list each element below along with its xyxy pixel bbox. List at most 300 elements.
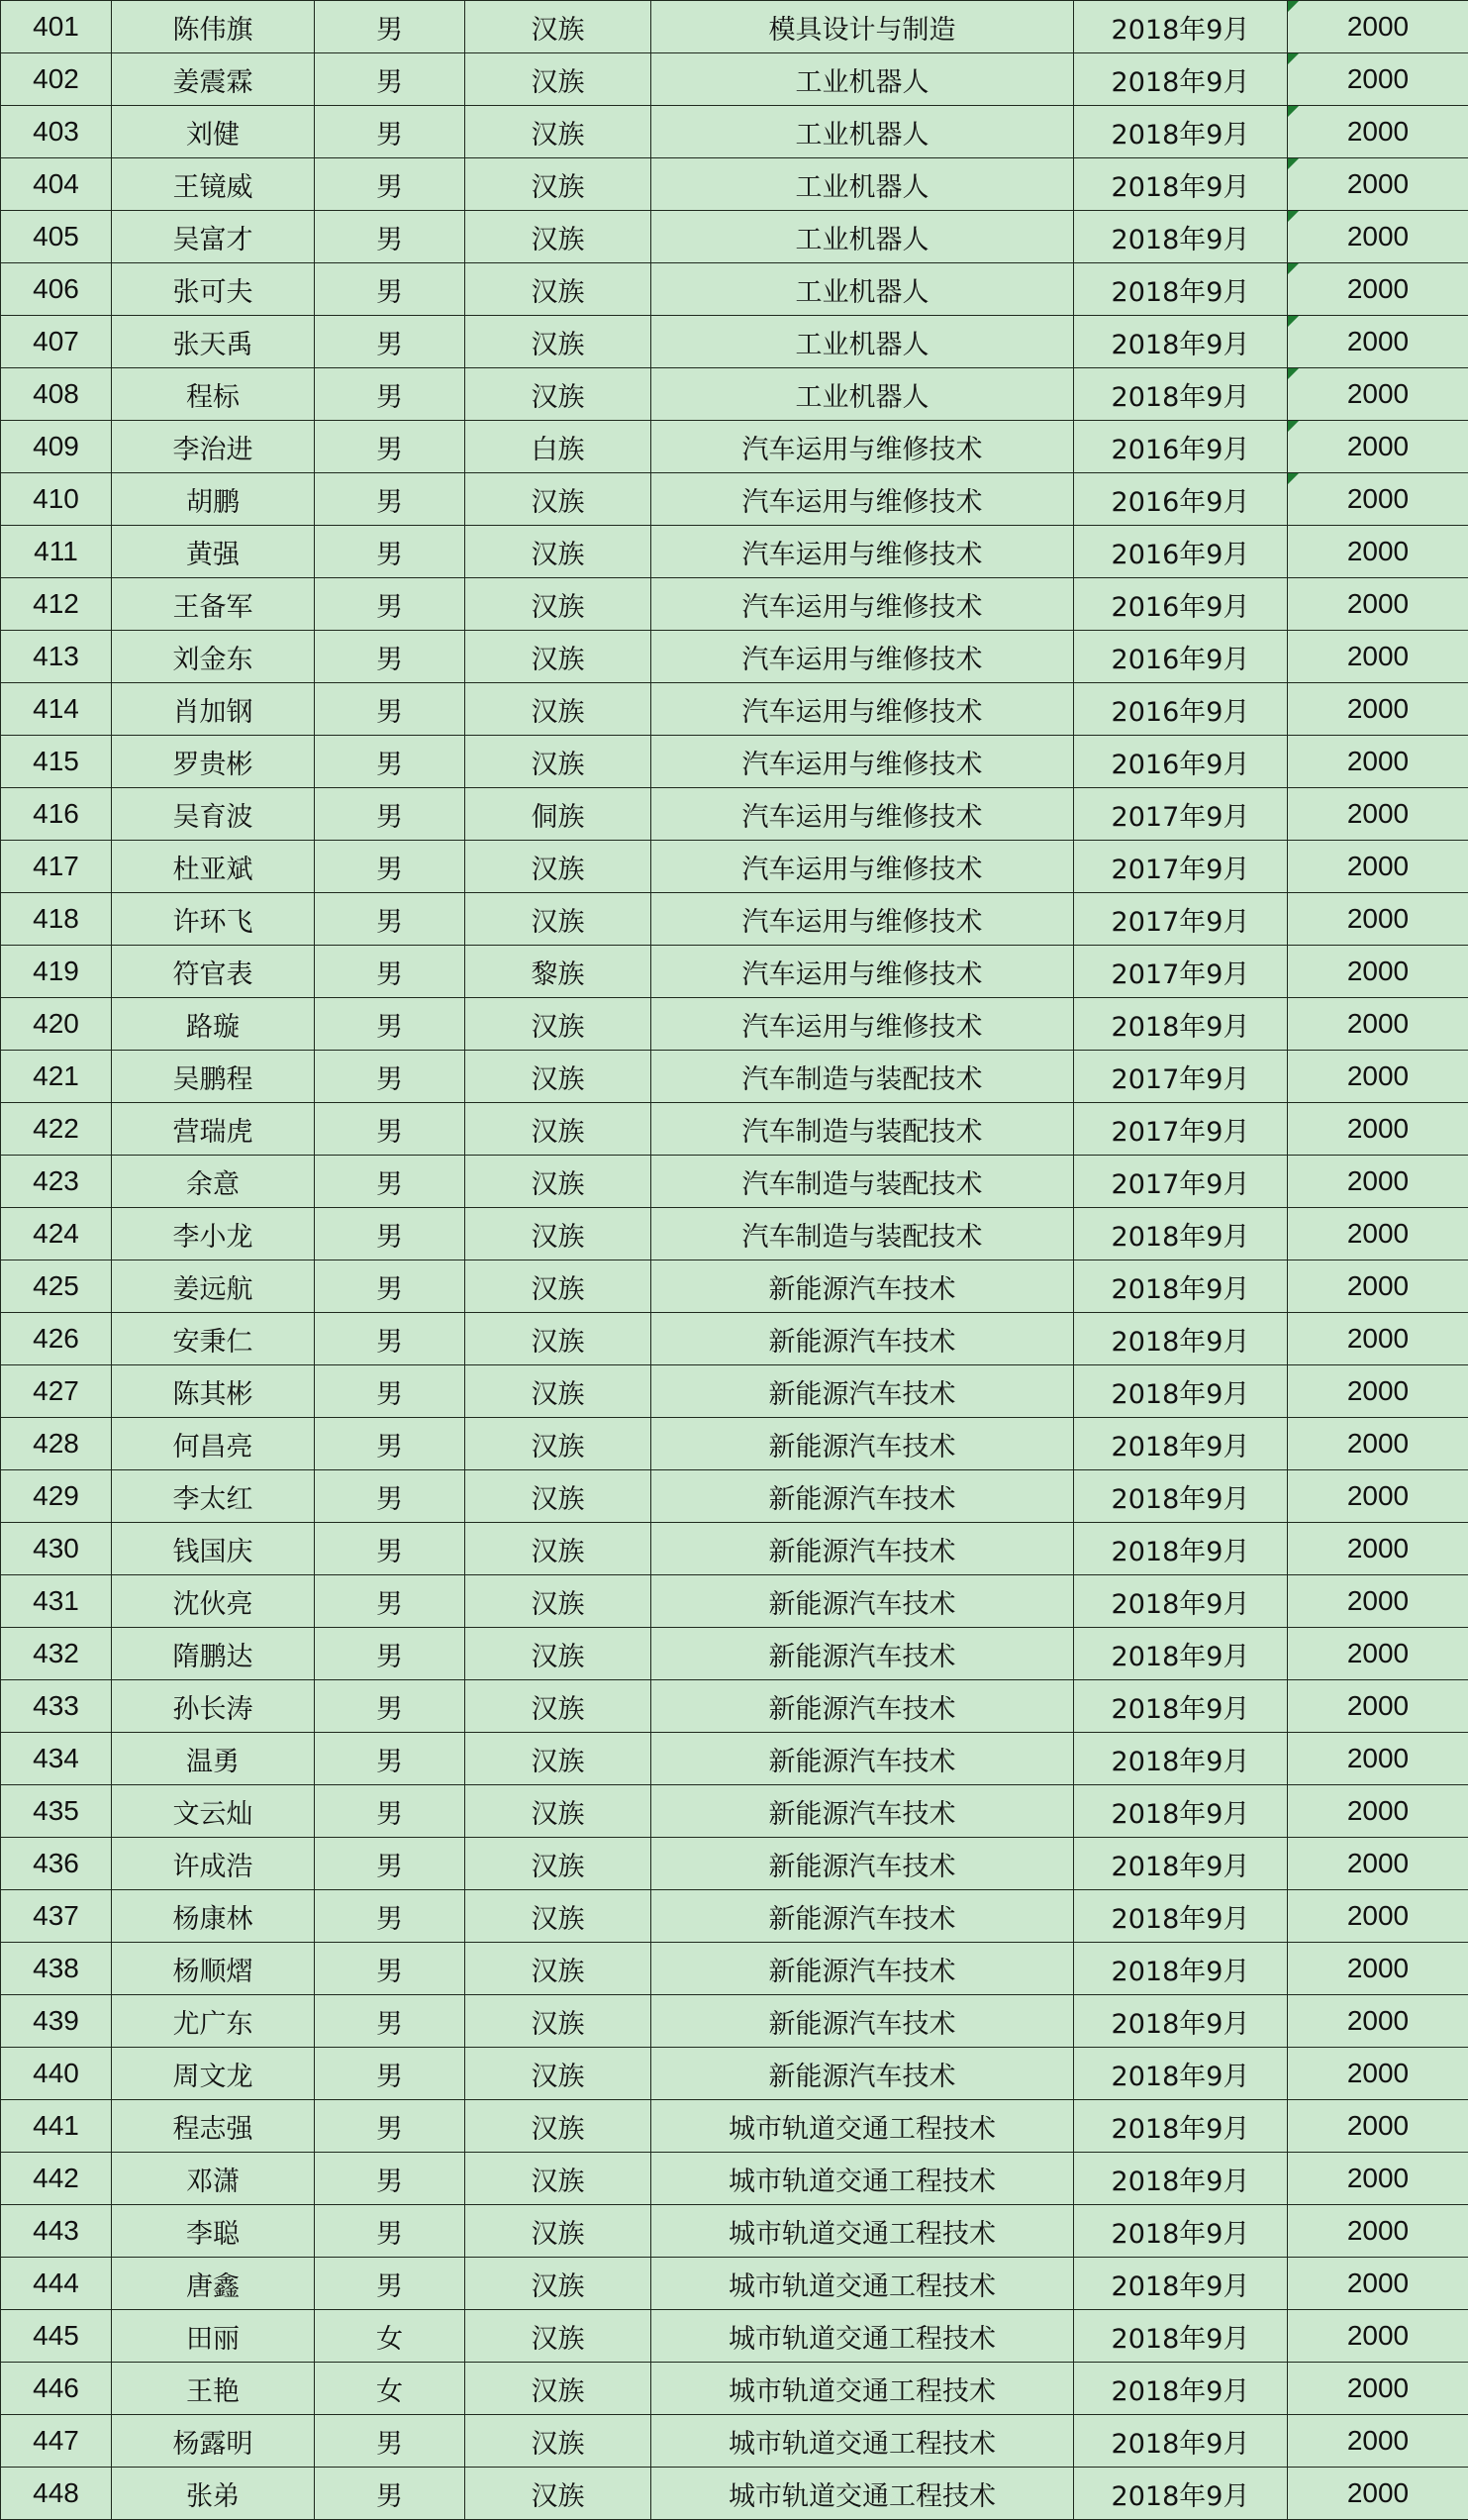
cell-ethnicity[interactable]: 汉族: [465, 1628, 651, 1680]
cell-major[interactable]: 工业机器人: [651, 368, 1074, 421]
cell-gender[interactable]: 男: [315, 1365, 465, 1418]
cell-name[interactable]: 符官表: [112, 946, 315, 998]
cell-name[interactable]: 黄强: [112, 526, 315, 578]
cell-enroll-date[interactable]: 2018年9月: [1074, 2205, 1288, 2258]
cell-id[interactable]: 408: [1, 368, 112, 421]
cell-enroll-date[interactable]: 2018年9月: [1074, 106, 1288, 158]
cell-name[interactable]: 安秉仁: [112, 1313, 315, 1365]
cell-major[interactable]: 工业机器人: [651, 263, 1074, 316]
cell-amount[interactable]: 2000: [1288, 1470, 1468, 1523]
cell-gender[interactable]: 男: [315, 841, 465, 893]
cell-ethnicity[interactable]: 汉族: [465, 316, 651, 368]
cell-enroll-date[interactable]: 2017年9月: [1074, 1156, 1288, 1208]
cell-amount[interactable]: 2000: [1288, 1523, 1468, 1575]
cell-id[interactable]: 435: [1, 1785, 112, 1838]
cell-amount[interactable]: 2000: [1288, 1103, 1468, 1156]
cell-major[interactable]: 新能源汽车技术: [651, 1260, 1074, 1313]
cell-name[interactable]: 李治进: [112, 421, 315, 473]
cell-gender[interactable]: 男: [315, 893, 465, 946]
cell-name[interactable]: 杨露明: [112, 2415, 315, 2468]
cell-name[interactable]: 田丽: [112, 2310, 315, 2363]
cell-id[interactable]: 434: [1, 1733, 112, 1785]
cell-ethnicity[interactable]: 汉族: [465, 158, 651, 211]
cell-id[interactable]: 416: [1, 788, 112, 841]
cell-enroll-date[interactable]: 2018年9月: [1074, 1260, 1288, 1313]
cell-name[interactable]: 王镜威: [112, 158, 315, 211]
cell-major[interactable]: 汽车运用与维修技术: [651, 683, 1074, 736]
cell-amount[interactable]: 2000: [1288, 1680, 1468, 1733]
cell-ethnicity[interactable]: 白族: [465, 421, 651, 473]
cell-gender[interactable]: 女: [315, 2363, 465, 2415]
cell-amount[interactable]: 2000: [1288, 526, 1468, 578]
cell-major[interactable]: 新能源汽车技术: [651, 1733, 1074, 1785]
cell-major[interactable]: 新能源汽车技术: [651, 1943, 1074, 1995]
cell-enroll-date[interactable]: 2018年9月: [1074, 1470, 1288, 1523]
cell-major[interactable]: 城市轨道交通工程技术: [651, 2153, 1074, 2205]
cell-gender[interactable]: 男: [315, 2205, 465, 2258]
cell-amount[interactable]: 2000: [1288, 2100, 1468, 2153]
cell-amount[interactable]: 2000: [1288, 1418, 1468, 1470]
cell-amount[interactable]: 2000: [1288, 1260, 1468, 1313]
cell-ethnicity[interactable]: 汉族: [465, 1890, 651, 1943]
cell-enroll-date[interactable]: 2018年9月: [1074, 1208, 1288, 1260]
cell-major[interactable]: 汽车运用与维修技术: [651, 841, 1074, 893]
cell-gender[interactable]: 男: [315, 526, 465, 578]
cell-ethnicity[interactable]: 汉族: [465, 1418, 651, 1470]
cell-id[interactable]: 424: [1, 1208, 112, 1260]
cell-amount-with-note-marker[interactable]: 2000: [1288, 158, 1468, 211]
cell-enroll-date[interactable]: 2018年9月: [1074, 2048, 1288, 2100]
cell-name[interactable]: 钱国庆: [112, 1523, 315, 1575]
cell-id[interactable]: 427: [1, 1365, 112, 1418]
cell-enroll-date[interactable]: 2017年9月: [1074, 1103, 1288, 1156]
cell-major[interactable]: 城市轨道交通工程技术: [651, 2100, 1074, 2153]
cell-major[interactable]: 汽车制造与装配技术: [651, 1103, 1074, 1156]
cell-id[interactable]: 428: [1, 1418, 112, 1470]
cell-id[interactable]: 412: [1, 578, 112, 631]
cell-ethnicity[interactable]: 汉族: [465, 2363, 651, 2415]
cell-ethnicity[interactable]: 汉族: [465, 1103, 651, 1156]
cell-name[interactable]: 陈伟旗: [112, 1, 315, 53]
cell-major[interactable]: 汽车运用与维修技术: [651, 946, 1074, 998]
cell-amount[interactable]: 2000: [1288, 1785, 1468, 1838]
cell-id[interactable]: 431: [1, 1575, 112, 1628]
cell-enroll-date[interactable]: 2018年9月: [1074, 2468, 1288, 2520]
cell-name[interactable]: 胡鹏: [112, 473, 315, 526]
cell-ethnicity[interactable]: 汉族: [465, 1575, 651, 1628]
cell-name[interactable]: 张弟: [112, 2468, 315, 2520]
cell-enroll-date[interactable]: 2018年9月: [1074, 368, 1288, 421]
cell-amount[interactable]: 2000: [1288, 1733, 1468, 1785]
cell-id[interactable]: 414: [1, 683, 112, 736]
cell-enroll-date[interactable]: 2018年9月: [1074, 2363, 1288, 2415]
cell-enroll-date[interactable]: 2018年9月: [1074, 2100, 1288, 2153]
cell-gender[interactable]: 男: [315, 2415, 465, 2468]
cell-major[interactable]: 新能源汽车技术: [651, 1575, 1074, 1628]
cell-enroll-date[interactable]: 2016年9月: [1074, 473, 1288, 526]
cell-name[interactable]: 肖加钢: [112, 683, 315, 736]
cell-name[interactable]: 罗贵彬: [112, 736, 315, 788]
cell-ethnicity[interactable]: 汉族: [465, 2153, 651, 2205]
cell-gender[interactable]: 男: [315, 1838, 465, 1890]
cell-id[interactable]: 442: [1, 2153, 112, 2205]
cell-major[interactable]: 汽车运用与维修技术: [651, 631, 1074, 683]
cell-name[interactable]: 李小龙: [112, 1208, 315, 1260]
cell-id[interactable]: 410: [1, 473, 112, 526]
cell-major[interactable]: 汽车制造与装配技术: [651, 1156, 1074, 1208]
cell-name[interactable]: 程标: [112, 368, 315, 421]
cell-id[interactable]: 421: [1, 1051, 112, 1103]
cell-amount[interactable]: 2000: [1288, 683, 1468, 736]
cell-gender[interactable]: 男: [315, 788, 465, 841]
cell-major[interactable]: 新能源汽车技术: [651, 1890, 1074, 1943]
cell-gender[interactable]: 男: [315, 106, 465, 158]
cell-major[interactable]: 模具设计与制造: [651, 1, 1074, 53]
cell-major[interactable]: 汽车运用与维修技术: [651, 473, 1074, 526]
cell-name[interactable]: 许成浩: [112, 1838, 315, 1890]
cell-amount[interactable]: 2000: [1288, 1575, 1468, 1628]
cell-ethnicity[interactable]: 汉族: [465, 473, 651, 526]
cell-amount[interactable]: 2000: [1288, 998, 1468, 1051]
cell-major[interactable]: 城市轨道交通工程技术: [651, 2205, 1074, 2258]
cell-major[interactable]: 汽车运用与维修技术: [651, 893, 1074, 946]
cell-ethnicity[interactable]: 汉族: [465, 683, 651, 736]
cell-enroll-date[interactable]: 2017年9月: [1074, 788, 1288, 841]
cell-name[interactable]: 隋鹏达: [112, 1628, 315, 1680]
cell-amount[interactable]: 2000: [1288, 2415, 1468, 2468]
cell-major[interactable]: 新能源汽车技术: [651, 1313, 1074, 1365]
cell-name[interactable]: 吴富才: [112, 211, 315, 263]
cell-name[interactable]: 尤广东: [112, 1995, 315, 2048]
cell-enroll-date[interactable]: 2016年9月: [1074, 631, 1288, 683]
cell-gender[interactable]: 女: [315, 2310, 465, 2363]
cell-enroll-date[interactable]: 2018年9月: [1074, 316, 1288, 368]
cell-gender[interactable]: 男: [315, 1313, 465, 1365]
cell-name[interactable]: 温勇: [112, 1733, 315, 1785]
cell-amount[interactable]: 2000: [1288, 1051, 1468, 1103]
cell-enroll-date[interactable]: 2018年9月: [1074, 998, 1288, 1051]
cell-amount[interactable]: 2000: [1288, 1943, 1468, 1995]
cell-amount[interactable]: 2000: [1288, 841, 1468, 893]
cell-major[interactable]: 新能源汽车技术: [651, 1680, 1074, 1733]
cell-ethnicity[interactable]: 汉族: [465, 1733, 651, 1785]
cell-enroll-date[interactable]: 2018年9月: [1074, 1680, 1288, 1733]
cell-gender[interactable]: 男: [315, 1995, 465, 2048]
cell-amount[interactable]: 2000: [1288, 2205, 1468, 2258]
cell-enroll-date[interactable]: 2016年9月: [1074, 421, 1288, 473]
cell-major[interactable]: 工业机器人: [651, 316, 1074, 368]
cell-gender[interactable]: 男: [315, 2153, 465, 2205]
cell-amount[interactable]: 2000: [1288, 1995, 1468, 2048]
cell-amount-with-note-marker[interactable]: 2000: [1288, 263, 1468, 316]
cell-enroll-date[interactable]: 2016年9月: [1074, 683, 1288, 736]
cell-enroll-date[interactable]: 2017年9月: [1074, 841, 1288, 893]
cell-ethnicity[interactable]: 汉族: [465, 53, 651, 106]
cell-gender[interactable]: 男: [315, 263, 465, 316]
cell-ethnicity[interactable]: 汉族: [465, 211, 651, 263]
cell-id[interactable]: 445: [1, 2310, 112, 2363]
cell-ethnicity[interactable]: 汉族: [465, 2415, 651, 2468]
cell-gender[interactable]: 男: [315, 1785, 465, 1838]
cell-major[interactable]: 城市轨道交通工程技术: [651, 2363, 1074, 2415]
cell-name[interactable]: 王备军: [112, 578, 315, 631]
cell-id[interactable]: 417: [1, 841, 112, 893]
cell-id[interactable]: 425: [1, 1260, 112, 1313]
cell-ethnicity[interactable]: 汉族: [465, 2258, 651, 2310]
cell-amount[interactable]: 2000: [1288, 2310, 1468, 2363]
cell-amount[interactable]: 2000: [1288, 578, 1468, 631]
cell-ethnicity[interactable]: 汉族: [465, 2310, 651, 2363]
cell-major[interactable]: 城市轨道交通工程技术: [651, 2415, 1074, 2468]
cell-gender[interactable]: 男: [315, 631, 465, 683]
cell-ethnicity[interactable]: 汉族: [465, 1051, 651, 1103]
cell-gender[interactable]: 男: [315, 1260, 465, 1313]
cell-id[interactable]: 436: [1, 1838, 112, 1890]
cell-name[interactable]: 姜远航: [112, 1260, 315, 1313]
cell-amount[interactable]: 2000: [1288, 946, 1468, 998]
cell-amount-with-note-marker[interactable]: 2000: [1288, 316, 1468, 368]
cell-id[interactable]: 411: [1, 526, 112, 578]
cell-ethnicity[interactable]: 汉族: [465, 263, 651, 316]
cell-amount[interactable]: 2000: [1288, 1890, 1468, 1943]
cell-name[interactable]: 营瑞虎: [112, 1103, 315, 1156]
cell-amount[interactable]: 2000: [1288, 1838, 1468, 1890]
cell-gender[interactable]: 男: [315, 2100, 465, 2153]
cell-ethnicity[interactable]: 汉族: [465, 2468, 651, 2520]
cell-amount-with-note-marker[interactable]: 2000: [1288, 368, 1468, 421]
cell-amount-with-note-marker[interactable]: 2000: [1288, 53, 1468, 106]
cell-id[interactable]: 403: [1, 106, 112, 158]
cell-amount[interactable]: 2000: [1288, 1365, 1468, 1418]
cell-id[interactable]: 409: [1, 421, 112, 473]
cell-gender[interactable]: 男: [315, 211, 465, 263]
cell-name[interactable]: 吴育波: [112, 788, 315, 841]
cell-ethnicity[interactable]: 汉族: [465, 578, 651, 631]
cell-ethnicity[interactable]: 汉族: [465, 1156, 651, 1208]
cell-amount[interactable]: 2000: [1288, 788, 1468, 841]
cell-major[interactable]: 汽车运用与维修技术: [651, 578, 1074, 631]
cell-id[interactable]: 443: [1, 2205, 112, 2258]
cell-amount[interactable]: 2000: [1288, 2363, 1468, 2415]
cell-enroll-date[interactable]: 2018年9月: [1074, 158, 1288, 211]
cell-name[interactable]: 王艳: [112, 2363, 315, 2415]
cell-major[interactable]: 城市轨道交通工程技术: [651, 2310, 1074, 2363]
cell-gender[interactable]: 男: [315, 1103, 465, 1156]
cell-id[interactable]: 402: [1, 53, 112, 106]
cell-id[interactable]: 418: [1, 893, 112, 946]
cell-ethnicity[interactable]: 汉族: [465, 893, 651, 946]
cell-gender[interactable]: 男: [315, 2468, 465, 2520]
cell-id[interactable]: 437: [1, 1890, 112, 1943]
cell-id[interactable]: 415: [1, 736, 112, 788]
cell-ethnicity[interactable]: 汉族: [465, 1523, 651, 1575]
cell-major[interactable]: 工业机器人: [651, 106, 1074, 158]
cell-gender[interactable]: 男: [315, 578, 465, 631]
cell-major[interactable]: 汽车运用与维修技术: [651, 421, 1074, 473]
cell-enroll-date[interactable]: 2018年9月: [1074, 1943, 1288, 1995]
cell-id[interactable]: 429: [1, 1470, 112, 1523]
cell-amount[interactable]: 2000: [1288, 2153, 1468, 2205]
cell-name[interactable]: 周文龙: [112, 2048, 315, 2100]
cell-major[interactable]: 城市轨道交通工程技术: [651, 2468, 1074, 2520]
cell-major[interactable]: 工业机器人: [651, 211, 1074, 263]
cell-id[interactable]: 423: [1, 1156, 112, 1208]
cell-id[interactable]: 404: [1, 158, 112, 211]
cell-gender[interactable]: 男: [315, 1733, 465, 1785]
cell-enroll-date[interactable]: 2018年9月: [1074, 1838, 1288, 1890]
cell-ethnicity[interactable]: 汉族: [465, 368, 651, 421]
cell-id[interactable]: 422: [1, 1103, 112, 1156]
cell-gender[interactable]: 男: [315, 1628, 465, 1680]
cell-ethnicity[interactable]: 汉族: [465, 1680, 651, 1733]
cell-amount[interactable]: 2000: [1288, 1628, 1468, 1680]
cell-gender[interactable]: 男: [315, 158, 465, 211]
cell-enroll-date[interactable]: 2017年9月: [1074, 1051, 1288, 1103]
cell-id[interactable]: 430: [1, 1523, 112, 1575]
cell-id[interactable]: 448: [1, 2468, 112, 2520]
cell-enroll-date[interactable]: 2018年9月: [1074, 1890, 1288, 1943]
cell-gender[interactable]: 男: [315, 1208, 465, 1260]
cell-name[interactable]: 许环飞: [112, 893, 315, 946]
cell-enroll-date[interactable]: 2018年9月: [1074, 1, 1288, 53]
cell-gender[interactable]: 男: [315, 1680, 465, 1733]
cell-amount[interactable]: 2000: [1288, 1208, 1468, 1260]
cell-enroll-date[interactable]: 2018年9月: [1074, 2153, 1288, 2205]
cell-ethnicity[interactable]: 黎族: [465, 946, 651, 998]
cell-amount[interactable]: 2000: [1288, 2048, 1468, 2100]
cell-name[interactable]: 杜亚斌: [112, 841, 315, 893]
cell-gender[interactable]: 男: [315, 1156, 465, 1208]
cell-enroll-date[interactable]: 2017年9月: [1074, 893, 1288, 946]
cell-ethnicity[interactable]: 汉族: [465, 526, 651, 578]
cell-enroll-date[interactable]: 2018年9月: [1074, 1628, 1288, 1680]
cell-major[interactable]: 城市轨道交通工程技术: [651, 2258, 1074, 2310]
cell-amount-with-note-marker[interactable]: 2000: [1288, 473, 1468, 526]
cell-enroll-date[interactable]: 2018年9月: [1074, 53, 1288, 106]
cell-major[interactable]: 工业机器人: [651, 158, 1074, 211]
cell-id[interactable]: 419: [1, 946, 112, 998]
cell-name[interactable]: 余意: [112, 1156, 315, 1208]
cell-name[interactable]: 刘健: [112, 106, 315, 158]
cell-ethnicity[interactable]: 汉族: [465, 1785, 651, 1838]
cell-gender[interactable]: 男: [315, 1, 465, 53]
cell-amount-with-note-marker[interactable]: 2000: [1288, 106, 1468, 158]
cell-name[interactable]: 张可夫: [112, 263, 315, 316]
cell-name[interactable]: 张天禹: [112, 316, 315, 368]
cell-id[interactable]: 432: [1, 1628, 112, 1680]
cell-amount[interactable]: 2000: [1288, 2468, 1468, 2520]
cell-ethnicity[interactable]: 侗族: [465, 788, 651, 841]
cell-id[interactable]: 406: [1, 263, 112, 316]
cell-name[interactable]: 李聪: [112, 2205, 315, 2258]
cell-enroll-date[interactable]: 2016年9月: [1074, 736, 1288, 788]
cell-major[interactable]: 新能源汽车技术: [651, 1628, 1074, 1680]
cell-ethnicity[interactable]: 汉族: [465, 1470, 651, 1523]
cell-major[interactable]: 汽车运用与维修技术: [651, 526, 1074, 578]
cell-gender[interactable]: 男: [315, 2048, 465, 2100]
cell-major[interactable]: 汽车制造与装配技术: [651, 1208, 1074, 1260]
cell-enroll-date[interactable]: 2018年9月: [1074, 1418, 1288, 1470]
cell-name[interactable]: 姜震霖: [112, 53, 315, 106]
cell-major[interactable]: 汽车制造与装配技术: [651, 1051, 1074, 1103]
cell-gender[interactable]: 男: [315, 998, 465, 1051]
cell-name[interactable]: 李太红: [112, 1470, 315, 1523]
cell-ethnicity[interactable]: 汉族: [465, 2048, 651, 2100]
cell-name[interactable]: 程志强: [112, 2100, 315, 2153]
cell-ethnicity[interactable]: 汉族: [465, 2100, 651, 2153]
cell-name[interactable]: 杨顺熠: [112, 1943, 315, 1995]
cell-ethnicity[interactable]: 汉族: [465, 841, 651, 893]
cell-id[interactable]: 447: [1, 2415, 112, 2468]
cell-name[interactable]: 孙长涛: [112, 1680, 315, 1733]
cell-gender[interactable]: 男: [315, 1051, 465, 1103]
cell-ethnicity[interactable]: 汉族: [465, 736, 651, 788]
cell-major[interactable]: 新能源汽车技术: [651, 1365, 1074, 1418]
cell-enroll-date[interactable]: 2018年9月: [1074, 1313, 1288, 1365]
cell-amount-with-note-marker[interactable]: 2000: [1288, 421, 1468, 473]
cell-id[interactable]: 413: [1, 631, 112, 683]
cell-enroll-date[interactable]: 2018年9月: [1074, 1785, 1288, 1838]
cell-ethnicity[interactable]: 汉族: [465, 106, 651, 158]
cell-name[interactable]: 邓潇: [112, 2153, 315, 2205]
cell-enroll-date[interactable]: 2016年9月: [1074, 578, 1288, 631]
cell-amount[interactable]: 2000: [1288, 736, 1468, 788]
cell-name[interactable]: 何昌亮: [112, 1418, 315, 1470]
cell-amount[interactable]: 2000: [1288, 893, 1468, 946]
cell-id[interactable]: 444: [1, 2258, 112, 2310]
cell-gender[interactable]: 男: [315, 1418, 465, 1470]
cell-major[interactable]: 汽车运用与维修技术: [651, 998, 1074, 1051]
cell-gender[interactable]: 男: [315, 1890, 465, 1943]
cell-enroll-date[interactable]: 2018年9月: [1074, 211, 1288, 263]
cell-ethnicity[interactable]: 汉族: [465, 1313, 651, 1365]
cell-ethnicity[interactable]: 汉族: [465, 1838, 651, 1890]
cell-name[interactable]: 唐鑫: [112, 2258, 315, 2310]
cell-major[interactable]: 新能源汽车技术: [651, 1470, 1074, 1523]
cell-amount[interactable]: 2000: [1288, 1156, 1468, 1208]
cell-ethnicity[interactable]: 汉族: [465, 1365, 651, 1418]
cell-gender[interactable]: 男: [315, 316, 465, 368]
cell-id[interactable]: 405: [1, 211, 112, 263]
cell-gender[interactable]: 男: [315, 946, 465, 998]
cell-id[interactable]: 441: [1, 2100, 112, 2153]
cell-id[interactable]: 433: [1, 1680, 112, 1733]
cell-enroll-date[interactable]: 2018年9月: [1074, 1575, 1288, 1628]
cell-major[interactable]: 新能源汽车技术: [651, 2048, 1074, 2100]
cell-name[interactable]: 刘金东: [112, 631, 315, 683]
cell-gender[interactable]: 男: [315, 683, 465, 736]
cell-ethnicity[interactable]: 汉族: [465, 2205, 651, 2258]
cell-enroll-date[interactable]: 2018年9月: [1074, 1733, 1288, 1785]
cell-enroll-date[interactable]: 2017年9月: [1074, 946, 1288, 998]
cell-name[interactable]: 沈伙亮: [112, 1575, 315, 1628]
cell-id[interactable]: 446: [1, 2363, 112, 2415]
cell-name[interactable]: 杨康林: [112, 1890, 315, 1943]
cell-amount-with-note-marker[interactable]: 2000: [1288, 1, 1468, 53]
cell-ethnicity[interactable]: 汉族: [465, 1260, 651, 1313]
cell-enroll-date[interactable]: 2018年9月: [1074, 1523, 1288, 1575]
cell-amount-with-note-marker[interactable]: 2000: [1288, 211, 1468, 263]
cell-gender[interactable]: 男: [315, 421, 465, 473]
cell-ethnicity[interactable]: 汉族: [465, 1943, 651, 1995]
cell-gender[interactable]: 男: [315, 736, 465, 788]
cell-ethnicity[interactable]: 汉族: [465, 1995, 651, 2048]
cell-major[interactable]: 新能源汽车技术: [651, 1418, 1074, 1470]
cell-name[interactable]: 陈其彬: [112, 1365, 315, 1418]
cell-ethnicity[interactable]: 汉族: [465, 998, 651, 1051]
cell-gender[interactable]: 男: [315, 473, 465, 526]
cell-enroll-date[interactable]: 2018年9月: [1074, 1995, 1288, 2048]
